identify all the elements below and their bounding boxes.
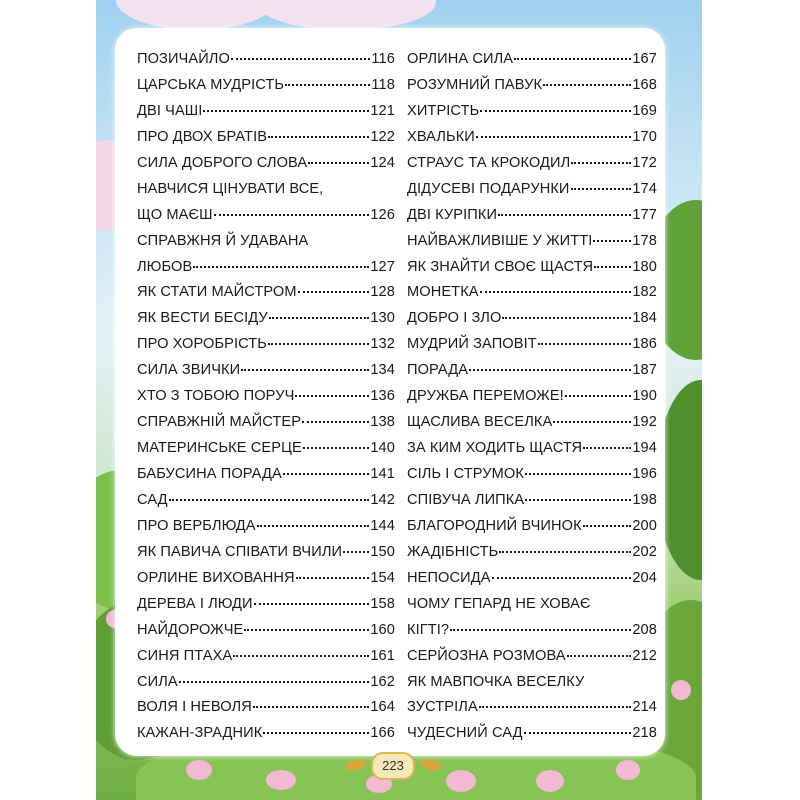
toc-entry-title: ДВІ КУРІПКИ — [407, 206, 498, 223]
toc-entry — [137, 592, 395, 618]
toc-entry-title: ДІДУСЕВІ ПОДАРУНКИ — [407, 180, 570, 197]
toc-entry-page: 169 — [632, 102, 657, 119]
toc-entry-leader-dots — [231, 58, 370, 60]
toc-entry — [137, 151, 395, 177]
toc-entry-title: СПІВУЧА ЛИПКА — [407, 491, 525, 508]
toc-entry-page: 187 — [632, 362, 657, 379]
toc-entry-page: 160 — [370, 621, 395, 638]
toc-entry-page: 174 — [632, 180, 657, 197]
toc-entry-title: ХИТРІСТЬ — [407, 102, 480, 119]
cloud — [256, 0, 436, 30]
toc-entry-page: 136 — [370, 388, 395, 405]
toc-entry — [137, 73, 395, 99]
toc-entry-page: 141 — [370, 466, 395, 482]
toc-entry-title: ДВІ ЧАШІ — [137, 102, 203, 119]
flower — [536, 770, 564, 792]
toc-entry — [407, 151, 657, 177]
toc-entry-page: 164 — [370, 699, 395, 716]
toc-entry — [137, 721, 395, 747]
toc-entry-page: 192 — [632, 414, 657, 431]
toc-entry — [137, 410, 395, 436]
toc-entry-title: СИНЯ ПТАХА — [137, 647, 233, 664]
toc-entry — [407, 203, 657, 229]
toc-entry-leader-dots — [203, 110, 369, 112]
toc-entry-page: 166 — [370, 725, 395, 742]
toc-entry-page: 190 — [632, 388, 657, 405]
toc-entry — [407, 177, 657, 203]
toc-entry-title: САД — [137, 491, 168, 508]
toc-entry-title: ОРЛИНА СИЛА — [407, 51, 514, 67]
toc-entry-title: ДРУЖБА ПЕРЕМОЖЕ! — [407, 388, 564, 405]
toc-entry — [137, 488, 395, 514]
toc-entry-page: 122 — [370, 128, 395, 145]
toc-entry-leader-dots — [525, 499, 631, 501]
toc-entry-title: ДЕРЕВА І ЛЮДИ — [137, 595, 253, 612]
toc-entry-leader-dots — [538, 343, 632, 345]
toc-entry-page: 196 — [632, 466, 657, 482]
toc-entry-leader-dots — [499, 551, 631, 553]
toc-entry-leader-dots — [469, 369, 631, 371]
toc-entry — [137, 436, 395, 462]
toc-entry-leader-dots — [169, 499, 370, 501]
toc-entry — [407, 514, 657, 540]
toc-entry-leader-dots — [567, 655, 632, 657]
toc-entry — [407, 695, 657, 721]
toc-entry-title: КАЖАН-ЗРАДНИК — [137, 725, 263, 742]
toc-entry — [137, 358, 395, 384]
toc-entry-title: ПРО ВЕРБЛЮДА — [137, 517, 256, 534]
flower — [186, 760, 212, 780]
toc-entry-title: СПРАВЖНЯ Й УДАВАНА — [137, 232, 309, 249]
toc-entry-leader-dots — [269, 317, 370, 319]
toc-entry-title: ЯК МАВПОЧКА ВЕСЕЛКУ — [407, 673, 585, 690]
toc-entry-page: 158 — [370, 595, 395, 612]
toc-entry — [137, 384, 395, 410]
toc-entry-title: СЕРЙОЗНА РОЗМОВА — [407, 647, 566, 664]
toc-entry — [137, 229, 395, 255]
toc-entry-leader-dots — [193, 266, 369, 268]
toc-entry — [407, 358, 657, 384]
toc-entry-title: ПРО ДВОХ БРАТІВ — [137, 128, 268, 145]
toc-entry-leader-dots — [480, 291, 632, 293]
toc-entry — [407, 540, 657, 566]
toc-entry-title: ЛЮБОВ — [137, 258, 193, 275]
toc-entry-leader-dots — [303, 447, 370, 449]
toc-entry-leader-dots — [214, 214, 370, 216]
toc-entry — [407, 332, 657, 358]
toc-entry-title: СИЛА ДОБРОГО СЛОВА — [137, 154, 308, 171]
toc-entry-title: БЛАГОРОДНИЙ ВЧИНОК — [407, 517, 582, 534]
toc-entry-title: ЩО МАЄШ — [137, 206, 213, 223]
toc-entry-title: СТРАУС ТА КРОКОДИЛ — [407, 154, 571, 171]
toc-entry-title: ВОЛЯ І НЕВОЛЯ — [137, 699, 252, 716]
page-number: 223 — [371, 752, 415, 780]
toc-entry-title: НАЙДОРОЖЧЕ — [137, 621, 244, 638]
toc-entry-leader-dots — [268, 136, 369, 138]
toc-entry-leader-dots — [296, 577, 370, 579]
toc-entry-leader-dots — [583, 447, 631, 449]
toc-entry-page: 140 — [370, 440, 395, 457]
toc-entry-page: 128 — [370, 284, 395, 301]
toc-entry — [137, 203, 395, 229]
toc-entry-page: 186 — [632, 336, 657, 353]
toc-entry-page: 121 — [370, 102, 395, 119]
toc-entry-page: 168 — [632, 76, 657, 93]
toc-entry-page: 134 — [370, 362, 395, 379]
toc-entry-leader-dots — [492, 577, 632, 579]
toc-entry-page: 194 — [632, 440, 657, 457]
toc-entry-title: НЕПОСИДА — [407, 569, 491, 586]
toc-entry-page: 204 — [632, 569, 657, 586]
toc-entry-title: ПРО ХОРОБРІСТЬ — [137, 336, 267, 353]
toc-entry-title: СПРАВЖНІЙ МАЙСТЕР — [137, 414, 302, 431]
toc-left-column — [137, 47, 395, 747]
toc-entry-title: СІЛЬ І СТРУМОК — [407, 466, 524, 482]
toc-entry-title: ЯК ЗНАЙТИ СВОЄ ЩАСТЯ — [407, 258, 594, 275]
toc-entry-page: 200 — [632, 517, 657, 534]
toc-entry-page: 177 — [632, 206, 657, 223]
toc-entry-page: 218 — [632, 725, 657, 742]
toc-entry-leader-dots — [302, 421, 369, 423]
toc-entry — [137, 99, 395, 125]
toc-entry — [407, 670, 657, 696]
toc-entry-title: НАВЧИСЯ ЦІНУВАТИ ВСЕ, — [137, 180, 324, 197]
toc-entry — [137, 695, 395, 721]
toc-entry-leader-dots — [295, 395, 369, 397]
toc-entry-title: ДОБРО І ЗЛО — [407, 310, 502, 327]
toc-entry-page: 126 — [370, 206, 395, 223]
toc-entry-page: 150 — [370, 543, 395, 560]
toc-entry-page: 124 — [370, 154, 395, 171]
toc-entry-page: 172 — [632, 154, 657, 171]
toc-entry-page: 116 — [371, 51, 395, 67]
toc-entry — [137, 306, 395, 332]
toc-entry-leader-dots — [594, 266, 631, 268]
toc-entry-leader-dots — [502, 317, 631, 319]
toc-entry-leader-dots — [268, 343, 369, 345]
toc-entry-title: ЗУСТРІЛА — [407, 699, 478, 716]
toc-entry-title: СИЛА — [137, 673, 178, 690]
toc-entry-leader-dots — [571, 188, 632, 190]
toc-entry-page: 142 — [370, 491, 395, 508]
toc-entry-title: РОЗУМНИЙ ПАВУК — [407, 76, 543, 93]
toc-entry-page: 202 — [632, 543, 657, 560]
toc-entry-page: 167 — [632, 51, 657, 67]
toc-entry-page: 214 — [632, 699, 657, 716]
toc-entry-title: ЯК ВЕСТИ БЕСІДУ — [137, 310, 268, 327]
toc-entry — [407, 255, 657, 281]
toc-entry-leader-dots — [285, 84, 370, 86]
toc-entry-title: СИЛА ЗВИЧКИ — [137, 362, 241, 379]
toc-entry-leader-dots — [257, 525, 370, 527]
toc-entry-leader-dots — [514, 58, 631, 60]
toc-entry-leader-dots — [283, 473, 370, 475]
toc-entry — [137, 332, 395, 358]
flower — [266, 770, 296, 790]
toc-entry-leader-dots — [553, 421, 631, 423]
toc-entry-leader-dots — [498, 214, 631, 216]
toc-right-column — [407, 47, 657, 747]
toc-entry-leader-dots — [298, 291, 370, 293]
toc-entry-page: 198 — [632, 491, 657, 508]
toc-entry-title: ЦАРСЬКА МУДРІСТЬ — [137, 76, 285, 93]
toc-entry-leader-dots — [480, 110, 631, 112]
toc-entry-page: 180 — [632, 258, 657, 275]
toc-entry-leader-dots — [450, 629, 631, 631]
toc-entry-page: 127 — [370, 258, 395, 275]
toc-entry-leader-dots — [179, 681, 370, 683]
toc-entry — [137, 670, 395, 696]
toc-entry-page: 184 — [632, 310, 657, 327]
toc-entry-page: 208 — [632, 621, 657, 638]
toc-entry-title: БАБУСИНА ПОРАДА — [137, 466, 282, 482]
toc-entry — [407, 488, 657, 514]
toc-entry-leader-dots — [253, 706, 370, 708]
toc-entry-leader-dots — [525, 473, 631, 475]
toc-entry-leader-dots — [233, 655, 369, 657]
toc-entry-title: ПОЗИЧАЙЛО — [137, 51, 230, 67]
toc-entry-leader-dots — [343, 551, 369, 553]
toc-entry — [407, 280, 657, 306]
toc-entry — [407, 47, 657, 73]
toc-entry-title: ЖАДІБНІСТЬ — [407, 543, 499, 560]
toc-entry — [407, 592, 657, 618]
toc-entry-leader-dots — [543, 84, 631, 86]
toc-entry-title: НАЙВАЖЛИВІШЕ У ЖИТТІ — [407, 232, 593, 249]
toc-entry-title: ХТО З ТОБОЮ ПОРУЧ — [137, 388, 295, 405]
toc-entry-page: 178 — [632, 232, 657, 249]
toc-entry-leader-dots — [524, 732, 632, 734]
toc-entry-leader-dots — [244, 629, 369, 631]
toc-entry — [137, 462, 395, 488]
toc-entry — [407, 410, 657, 436]
toc-entry-leader-dots — [241, 369, 369, 371]
toc-entry-title: ЗА КИМ ХОДИТЬ ЩАСТЯ — [407, 440, 583, 457]
toc-entry — [407, 462, 657, 488]
toc-entry-leader-dots — [583, 525, 632, 527]
toc-entry-title: ПОРАДА — [407, 362, 469, 379]
toc-entry-title: ЩАСЛИВА ВЕСЕЛКА — [407, 414, 553, 431]
toc-entry — [407, 125, 657, 151]
toc-entry-title: ХВАЛЬКИ — [407, 128, 475, 145]
toc-entry-leader-dots — [254, 603, 370, 605]
toc-entry-title: ЯК ПАВИЧА СПІВАТИ ВЧИЛИ — [137, 543, 343, 560]
toc-entry-title: МОНЕТКА — [407, 284, 479, 301]
toc-entry — [407, 566, 657, 592]
toc-entry-page: 162 — [370, 673, 395, 690]
toc-entry-leader-dots — [479, 706, 632, 708]
toc-entry — [407, 618, 657, 644]
toc-entry-page: 182 — [632, 284, 657, 301]
toc-entry — [137, 280, 395, 306]
toc-entry — [407, 306, 657, 332]
toc-entry-title: МУДРИЙ ЗАПОВІТ — [407, 336, 537, 353]
flower — [446, 770, 476, 792]
toc-entry-title: ЧУДЕСНИЙ САД — [407, 725, 523, 742]
toc-entry — [407, 73, 657, 99]
toc-entry-leader-dots — [308, 162, 369, 164]
toc-entry — [137, 255, 395, 281]
toc-entry-page: 212 — [632, 647, 657, 664]
toc-entry — [137, 566, 395, 592]
toc-entry — [137, 540, 395, 566]
toc-entry-leader-dots — [476, 136, 631, 138]
toc-entry-leader-dots — [593, 240, 631, 242]
toc-entry — [137, 125, 395, 151]
toc-entry — [407, 384, 657, 410]
toc-entry-title: ОРЛИНЕ ВИХОВАННЯ — [137, 569, 295, 586]
toc-entry — [137, 618, 395, 644]
flower — [616, 760, 640, 780]
toc-entry-page: 130 — [370, 310, 395, 327]
toc-entry — [407, 721, 657, 747]
cloud — [116, 0, 276, 30]
toc-entry-title: ЧОМУ ГЕПАРД НЕ ХОВАЄ — [407, 595, 591, 612]
toc-entry-leader-dots — [263, 732, 369, 734]
toc-entry-page: 118 — [371, 76, 395, 93]
toc-entry-page: 132 — [370, 336, 395, 353]
toc-entry — [407, 99, 657, 125]
toc-entry-page: 170 — [632, 128, 657, 145]
toc-entry — [137, 47, 395, 73]
toc-entry — [407, 644, 657, 670]
toc-entry-page: 154 — [370, 569, 395, 586]
toc-entry-leader-dots — [571, 162, 631, 164]
toc-entry-leader-dots — [565, 395, 632, 397]
toc-entry — [137, 644, 395, 670]
flower — [671, 680, 691, 700]
toc-entry-title: ЯК СТАТИ МАЙСТРОМ — [137, 284, 297, 301]
toc-entry — [137, 514, 395, 540]
toc-entry-page: 144 — [370, 517, 395, 534]
toc-entry — [137, 177, 395, 203]
toc-entry-page: 161 — [370, 647, 395, 664]
toc-entry — [407, 436, 657, 462]
toc-entry-title: КІГТІ? — [407, 621, 450, 638]
toc-entry-title: МАТЕРИНСЬКЕ СЕРЦЕ — [137, 440, 302, 457]
toc-entry — [407, 229, 657, 255]
toc-entry-page: 138 — [370, 414, 395, 431]
